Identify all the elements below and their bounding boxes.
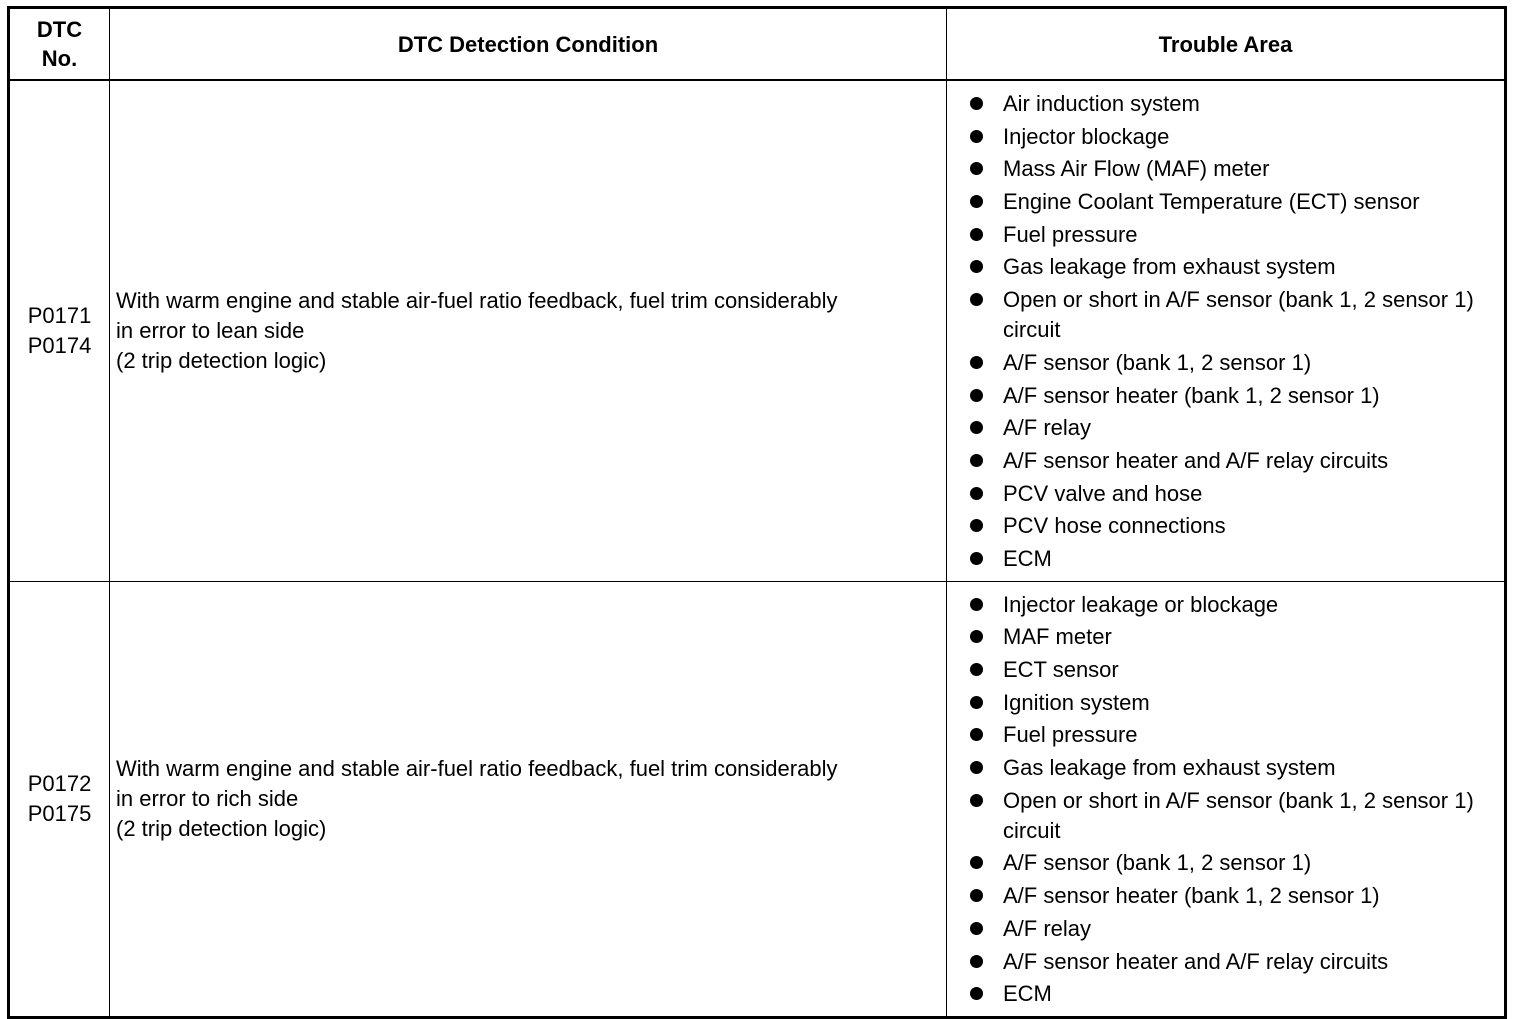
- trouble-area-text: A/F relay: [1003, 415, 1092, 441]
- trouble-area-text: Injector blockage: [1003, 123, 1170, 149]
- dtc-codes-cell: [9, 581, 110, 1017]
- trouble-area-text: Ignition system: [1003, 689, 1150, 715]
- trouble-area-cell: [947, 80, 1506, 581]
- bullet-icon: [970, 260, 983, 273]
- list-item: [969, 154, 1494, 184]
- list-item: [969, 220, 1494, 250]
- condition-line: With warm engine and stable air-fuel ratio feedback, fuel trim considerably: [116, 755, 838, 781]
- header-row: [9, 8, 1506, 81]
- list-item: [969, 544, 1494, 574]
- trouble-area-text: Open or short in A/F sensor (bank 1, 2 sensor 1) circuit: [1003, 287, 1474, 343]
- condition-line: in error to rich side: [116, 785, 299, 811]
- table-row: [9, 80, 1506, 581]
- trouble-area-text: A/F sensor (bank 1, 2 sensor 1): [1003, 850, 1312, 876]
- trouble-area-list: [969, 590, 1494, 1010]
- trouble-area-text: A/F relay: [1003, 915, 1092, 941]
- bullet-icon: [970, 552, 983, 565]
- trouble-area-text: A/F sensor heater and A/F relay circuits: [1003, 948, 1389, 974]
- list-item: [969, 122, 1494, 152]
- trouble-area-cell: [947, 581, 1506, 1017]
- dtc-code: P0171: [27, 302, 92, 328]
- list-item: [969, 89, 1494, 119]
- bullet-icon: [970, 293, 983, 306]
- bullet-icon: [970, 856, 983, 869]
- trouble-area-text: Fuel pressure: [1003, 221, 1138, 247]
- bullet-icon: [970, 630, 983, 643]
- trouble-area-text: Fuel pressure: [1003, 722, 1138, 748]
- bullet-icon: [970, 228, 983, 241]
- bullet-icon: [970, 454, 983, 467]
- trouble-area-text: A/F sensor (bank 1, 2 sensor 1): [1003, 349, 1312, 375]
- list-item: [969, 446, 1494, 476]
- trouble-area-text: MAF meter: [1003, 624, 1112, 650]
- bullet-icon: [970, 519, 983, 532]
- list-item: [969, 252, 1494, 282]
- header-dtc-no-line2: No.: [41, 46, 78, 71]
- table-row: [9, 581, 1506, 1017]
- trouble-area-text: ECT sensor: [1003, 657, 1119, 682]
- trouble-area-text: PCV hose connections: [1003, 513, 1226, 539]
- trouble-area-text: Engine Coolant Temperature (ECT) sensor: [1003, 189, 1420, 215]
- trouble-area-text: A/F sensor heater (bank 1, 2 sensor 1): [1003, 382, 1380, 408]
- bullet-icon: [970, 889, 983, 902]
- bullet-icon: [970, 696, 983, 709]
- header-condition: DTC Detection Condition: [110, 8, 947, 81]
- list-item: [969, 848, 1494, 878]
- bullet-icon: [970, 728, 983, 741]
- trouble-area-text: Injector leakage or blockage: [1003, 591, 1279, 617]
- trouble-area-text: Open or short in A/F sensor (bank 1, 2 sensor 1) circuit: [1003, 787, 1474, 843]
- list-item: [969, 947, 1494, 977]
- bullet-icon: [970, 130, 983, 143]
- list-item: [969, 753, 1494, 783]
- list-item: [969, 479, 1494, 509]
- bullet-icon: [970, 663, 983, 676]
- bullet-icon: [970, 487, 983, 500]
- dtc-code: P0174: [27, 332, 92, 358]
- trouble-area-list: [969, 89, 1494, 574]
- trouble-area-text: Gas leakage from exhaust system: [1003, 755, 1336, 781]
- dtc-table: [7, 6, 1507, 1019]
- detection-condition-cell: [110, 80, 947, 581]
- trouble-area-text: Mass Air Flow (MAF) meter: [1003, 156, 1270, 182]
- bullet-icon: [970, 356, 983, 369]
- header-dtc-no: [9, 8, 110, 81]
- condition-line: in error to lean side: [116, 317, 305, 343]
- bullet-icon: [970, 955, 983, 968]
- condition-line: (2 trip detection logic): [116, 347, 327, 373]
- bullet-icon: [970, 389, 983, 402]
- trouble-area-text: A/F sensor heater (bank 1, 2 sensor 1): [1003, 883, 1380, 909]
- condition-line: (2 trip detection logic): [116, 815, 327, 841]
- list-item: [969, 881, 1494, 911]
- header-trouble-area: Trouble Area: [947, 8, 1506, 81]
- bullet-icon: [970, 162, 983, 175]
- list-item: [969, 720, 1494, 750]
- list-item: [969, 348, 1494, 378]
- list-item: [969, 511, 1494, 541]
- list-item: [969, 590, 1494, 620]
- trouble-area-text: PCV valve and hose: [1003, 480, 1203, 506]
- list-item: [969, 786, 1494, 846]
- bullet-icon: [970, 421, 983, 434]
- trouble-area-text: A/F sensor heater and A/F relay circuits: [1003, 447, 1389, 473]
- trouble-area-text: ECM: [1003, 545, 1052, 571]
- list-item: [969, 688, 1494, 718]
- list-item: [969, 622, 1494, 652]
- list-item: [969, 914, 1494, 944]
- bullet-icon: [970, 761, 983, 774]
- list-item: [969, 979, 1494, 1009]
- dtc-codes-cell: [9, 80, 110, 581]
- bullet-icon: [970, 195, 983, 208]
- dtc-code: P0175: [27, 800, 92, 826]
- list-item: [969, 285, 1494, 345]
- bullet-icon: [970, 598, 983, 611]
- trouble-area-text: Air induction system: [1003, 91, 1200, 116]
- bullet-icon: [970, 794, 983, 807]
- dtc-code: P0172: [27, 770, 92, 796]
- bullet-icon: [970, 987, 983, 1000]
- list-item: [969, 655, 1494, 685]
- trouble-area-text: Gas leakage from exhaust system: [1003, 254, 1336, 280]
- trouble-area-text: ECM: [1003, 981, 1052, 1007]
- list-item: [969, 187, 1494, 217]
- bullet-icon: [970, 922, 983, 935]
- list-item: [969, 381, 1494, 411]
- detection-condition-cell: [110, 581, 947, 1017]
- bullet-icon: [970, 97, 983, 110]
- condition-line: With warm engine and stable air-fuel ratio feedback, fuel trim considerably: [116, 287, 838, 313]
- list-item: [969, 413, 1494, 443]
- header-dtc-no-line1: DTC: [36, 17, 83, 42]
